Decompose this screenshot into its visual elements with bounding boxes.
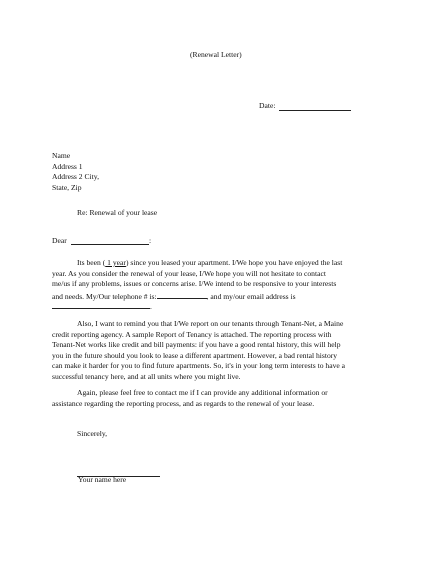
letter-heading: (Renewal Letter) bbox=[190, 50, 242, 59]
paragraph-3 bbox=[52, 388, 328, 409]
email-blank-line bbox=[52, 300, 152, 312]
paragraph-2-line: can make it harder for you to find future apartments. So, it's in your long term interests to have a bbox=[52, 361, 346, 371]
telephone-blank-line bbox=[157, 290, 207, 299]
paragraph-1-line bbox=[52, 258, 342, 269]
p1-text: and needs. My/Our telephone # is: bbox=[52, 291, 157, 301]
address-line-1: Address 1 bbox=[52, 161, 83, 171]
address-name: Name bbox=[52, 151, 71, 160]
paragraph-1 bbox=[52, 258, 342, 311]
date-blank-line bbox=[279, 110, 351, 111]
salutation-blank-line bbox=[71, 244, 149, 245]
salutation-colon: : bbox=[149, 236, 152, 245]
paragraph-3-line: assistance regarding the reporting process, and as regards to the renewal of your lease. bbox=[52, 398, 315, 408]
paragraph-2 bbox=[52, 319, 345, 383]
paragraph-2-line: Also, I want to remind you that I/We report on our tenants through Tenant-Net, a Maine bbox=[77, 319, 344, 328]
paragraph-2-line: successful tenancy here, and at all units where you might live. bbox=[52, 371, 241, 381]
paragraph-2-line: Tenant-Net works like credit and bill payments: if you have a good rental history, this will help bbox=[52, 340, 341, 350]
address-line-2: Address 2 City, bbox=[52, 172, 99, 182]
p1-text: Its been ( bbox=[77, 258, 106, 267]
paragraph-2-line: you in the future should you look to lease a different apartment. However, a bad rental history bbox=[52, 350, 338, 360]
paragraph-1-line bbox=[52, 300, 342, 311]
signature-name: Your name here bbox=[78, 475, 127, 484]
paragraph-1-line: me/us if any problems, issues or concerns arise. I/We intend to be responsive to your interests bbox=[52, 279, 337, 289]
paragraph-1-line bbox=[52, 290, 342, 301]
paragraph-2-line: credit reporting agency. A sample Report of Tenancy is attached. The reporting process with bbox=[52, 329, 332, 339]
salutation: Dear bbox=[52, 236, 67, 245]
recipient-address bbox=[52, 151, 99, 193]
closing: Sincerely, bbox=[77, 429, 108, 438]
paragraph-1-line: year. As you consider the renewal of your lease, I/We hope you will not hesitate to contact bbox=[52, 268, 326, 278]
p1-text: , and my/our email address is bbox=[206, 291, 296, 301]
address-line-3: State, Zip bbox=[52, 182, 82, 192]
paragraph-3-line: Again, please feel free to contact me if I can provide any additional information or bbox=[77, 388, 328, 397]
p1-text: ) since you leased your apartment. I/We hope you have enjoyed the last bbox=[125, 258, 343, 267]
p1-text: . bbox=[150, 302, 152, 312]
date-label: Date: bbox=[259, 101, 276, 110]
subject-line: Re: Renewal of your lease bbox=[77, 208, 158, 217]
lease-term: 1 year bbox=[105, 258, 126, 267]
